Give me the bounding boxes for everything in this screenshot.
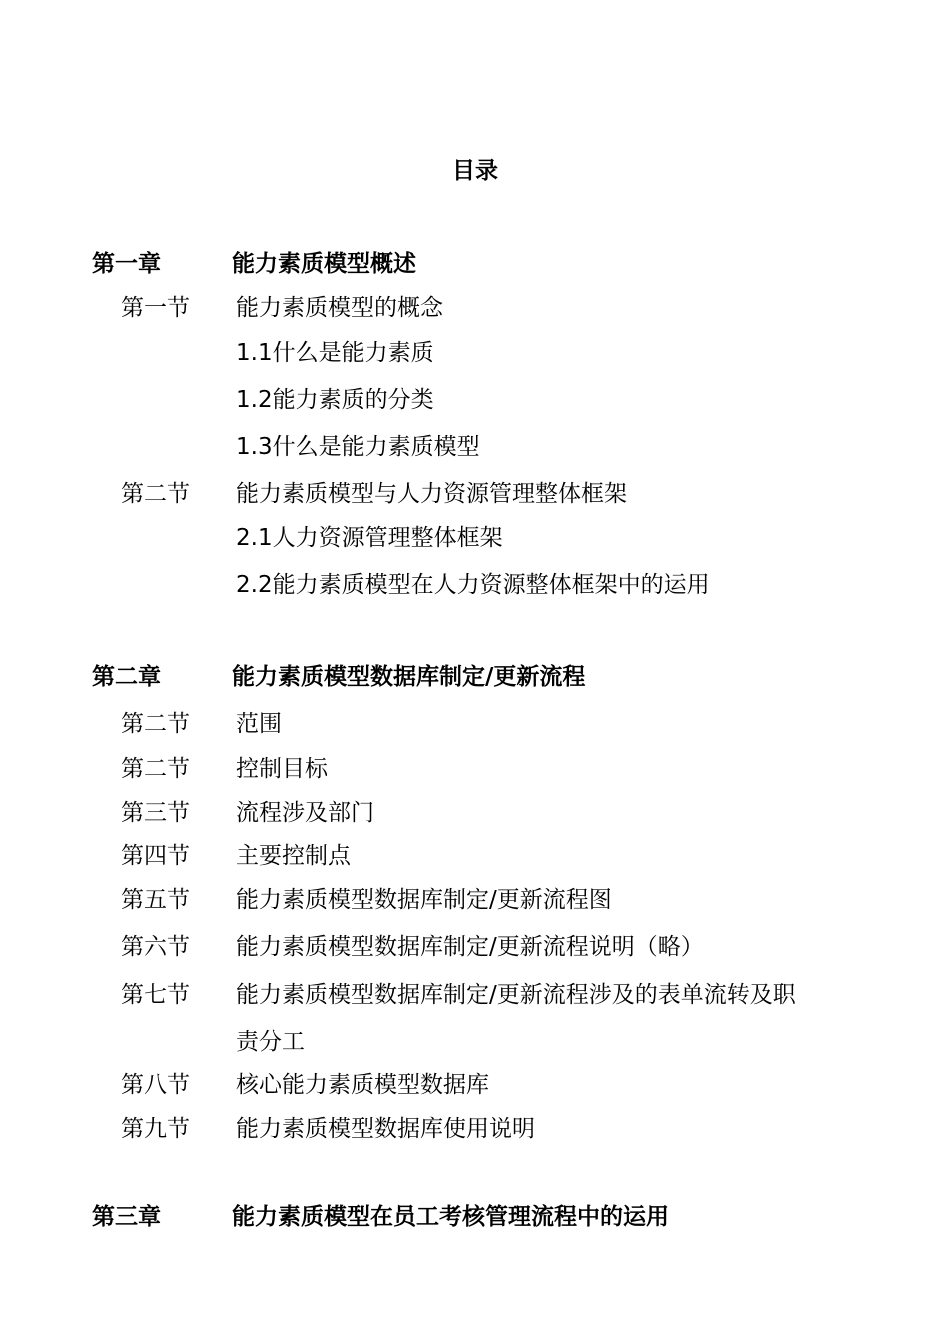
chapter-label: 第一章: [92, 251, 161, 277]
chapter-title: 能力素质模型数据库制定/更新流程: [232, 664, 586, 690]
section-title: 范围: [236, 711, 282, 737]
section-title-continuation: 责分工: [236, 1029, 305, 1055]
toc-subsection: [0, 383, 950, 417]
section-title: 能力素质模型数据库制定/更新流程说明（略）: [236, 934, 704, 960]
toc-section: [0, 978, 950, 1012]
toc-section: [0, 883, 950, 917]
section-label: 第一节: [121, 295, 190, 321]
toc-section: [0, 752, 950, 786]
chapter-title: 能力素质模型概述: [232, 251, 416, 277]
section-label: 第二节: [121, 711, 190, 737]
section-label: 第七节: [121, 982, 190, 1008]
toc-section: [0, 707, 950, 741]
toc-title: 目录: [452, 158, 498, 184]
section-title: 主要控制点: [236, 843, 351, 869]
section-title: 能力素质模型的概念: [236, 295, 443, 321]
toc-section: [0, 796, 950, 830]
chapter-label: 第二章: [92, 664, 161, 690]
section-title: 能力素质模型数据库制定/更新流程图: [236, 887, 612, 913]
toc-subsection: [0, 336, 950, 370]
section-label: 第五节: [121, 887, 190, 913]
toc-section-continuation: [0, 1025, 950, 1059]
toc-chapter: [0, 247, 950, 281]
toc-section: [0, 291, 950, 325]
section-title: 能力素质模型与人力资源管理整体框架: [236, 481, 627, 507]
subsection-title: 2.1人力资源管理整体框架: [236, 525, 503, 551]
section-label: 第六节: [121, 934, 190, 960]
toc-subsection: [0, 430, 950, 464]
toc-subsection: [0, 568, 950, 602]
subsection-title: 1.1什么是能力素质: [236, 340, 434, 366]
section-title: 能力素质模型数据库使用说明: [236, 1116, 535, 1142]
section-label: 第二节: [121, 756, 190, 782]
section-title: 核心能力素质模型数据库: [236, 1072, 489, 1098]
section-label: 第九节: [121, 1116, 190, 1142]
toc-subsection: [0, 521, 950, 555]
section-label: 第三节: [121, 800, 190, 826]
subsection-title: 1.2能力素质的分类: [236, 387, 434, 413]
section-title: 流程涉及部门: [236, 800, 374, 826]
toc-section: [0, 1068, 950, 1102]
toc-section: [0, 930, 950, 964]
toc-chapter: [0, 1200, 950, 1234]
toc-section: [0, 477, 950, 511]
section-label: 第二节: [121, 481, 190, 507]
section-label: 第八节: [121, 1072, 190, 1098]
chapter-label: 第三章: [92, 1204, 161, 1230]
section-title: 控制目标: [236, 756, 328, 782]
chapter-title: 能力素质模型在员工考核管理流程中的运用: [232, 1204, 669, 1230]
toc-section: [0, 1112, 950, 1146]
section-label: 第四节: [121, 843, 190, 869]
section-title: 能力素质模型数据库制定/更新流程涉及的表单流转及职: [236, 982, 796, 1008]
toc-section: [0, 839, 950, 873]
subsection-title: 1.3什么是能力素质模型: [236, 434, 480, 460]
toc-chapter: [0, 660, 950, 694]
subsection-title: 2.2能力素质模型在人力资源整体框架中的运用: [236, 572, 710, 598]
